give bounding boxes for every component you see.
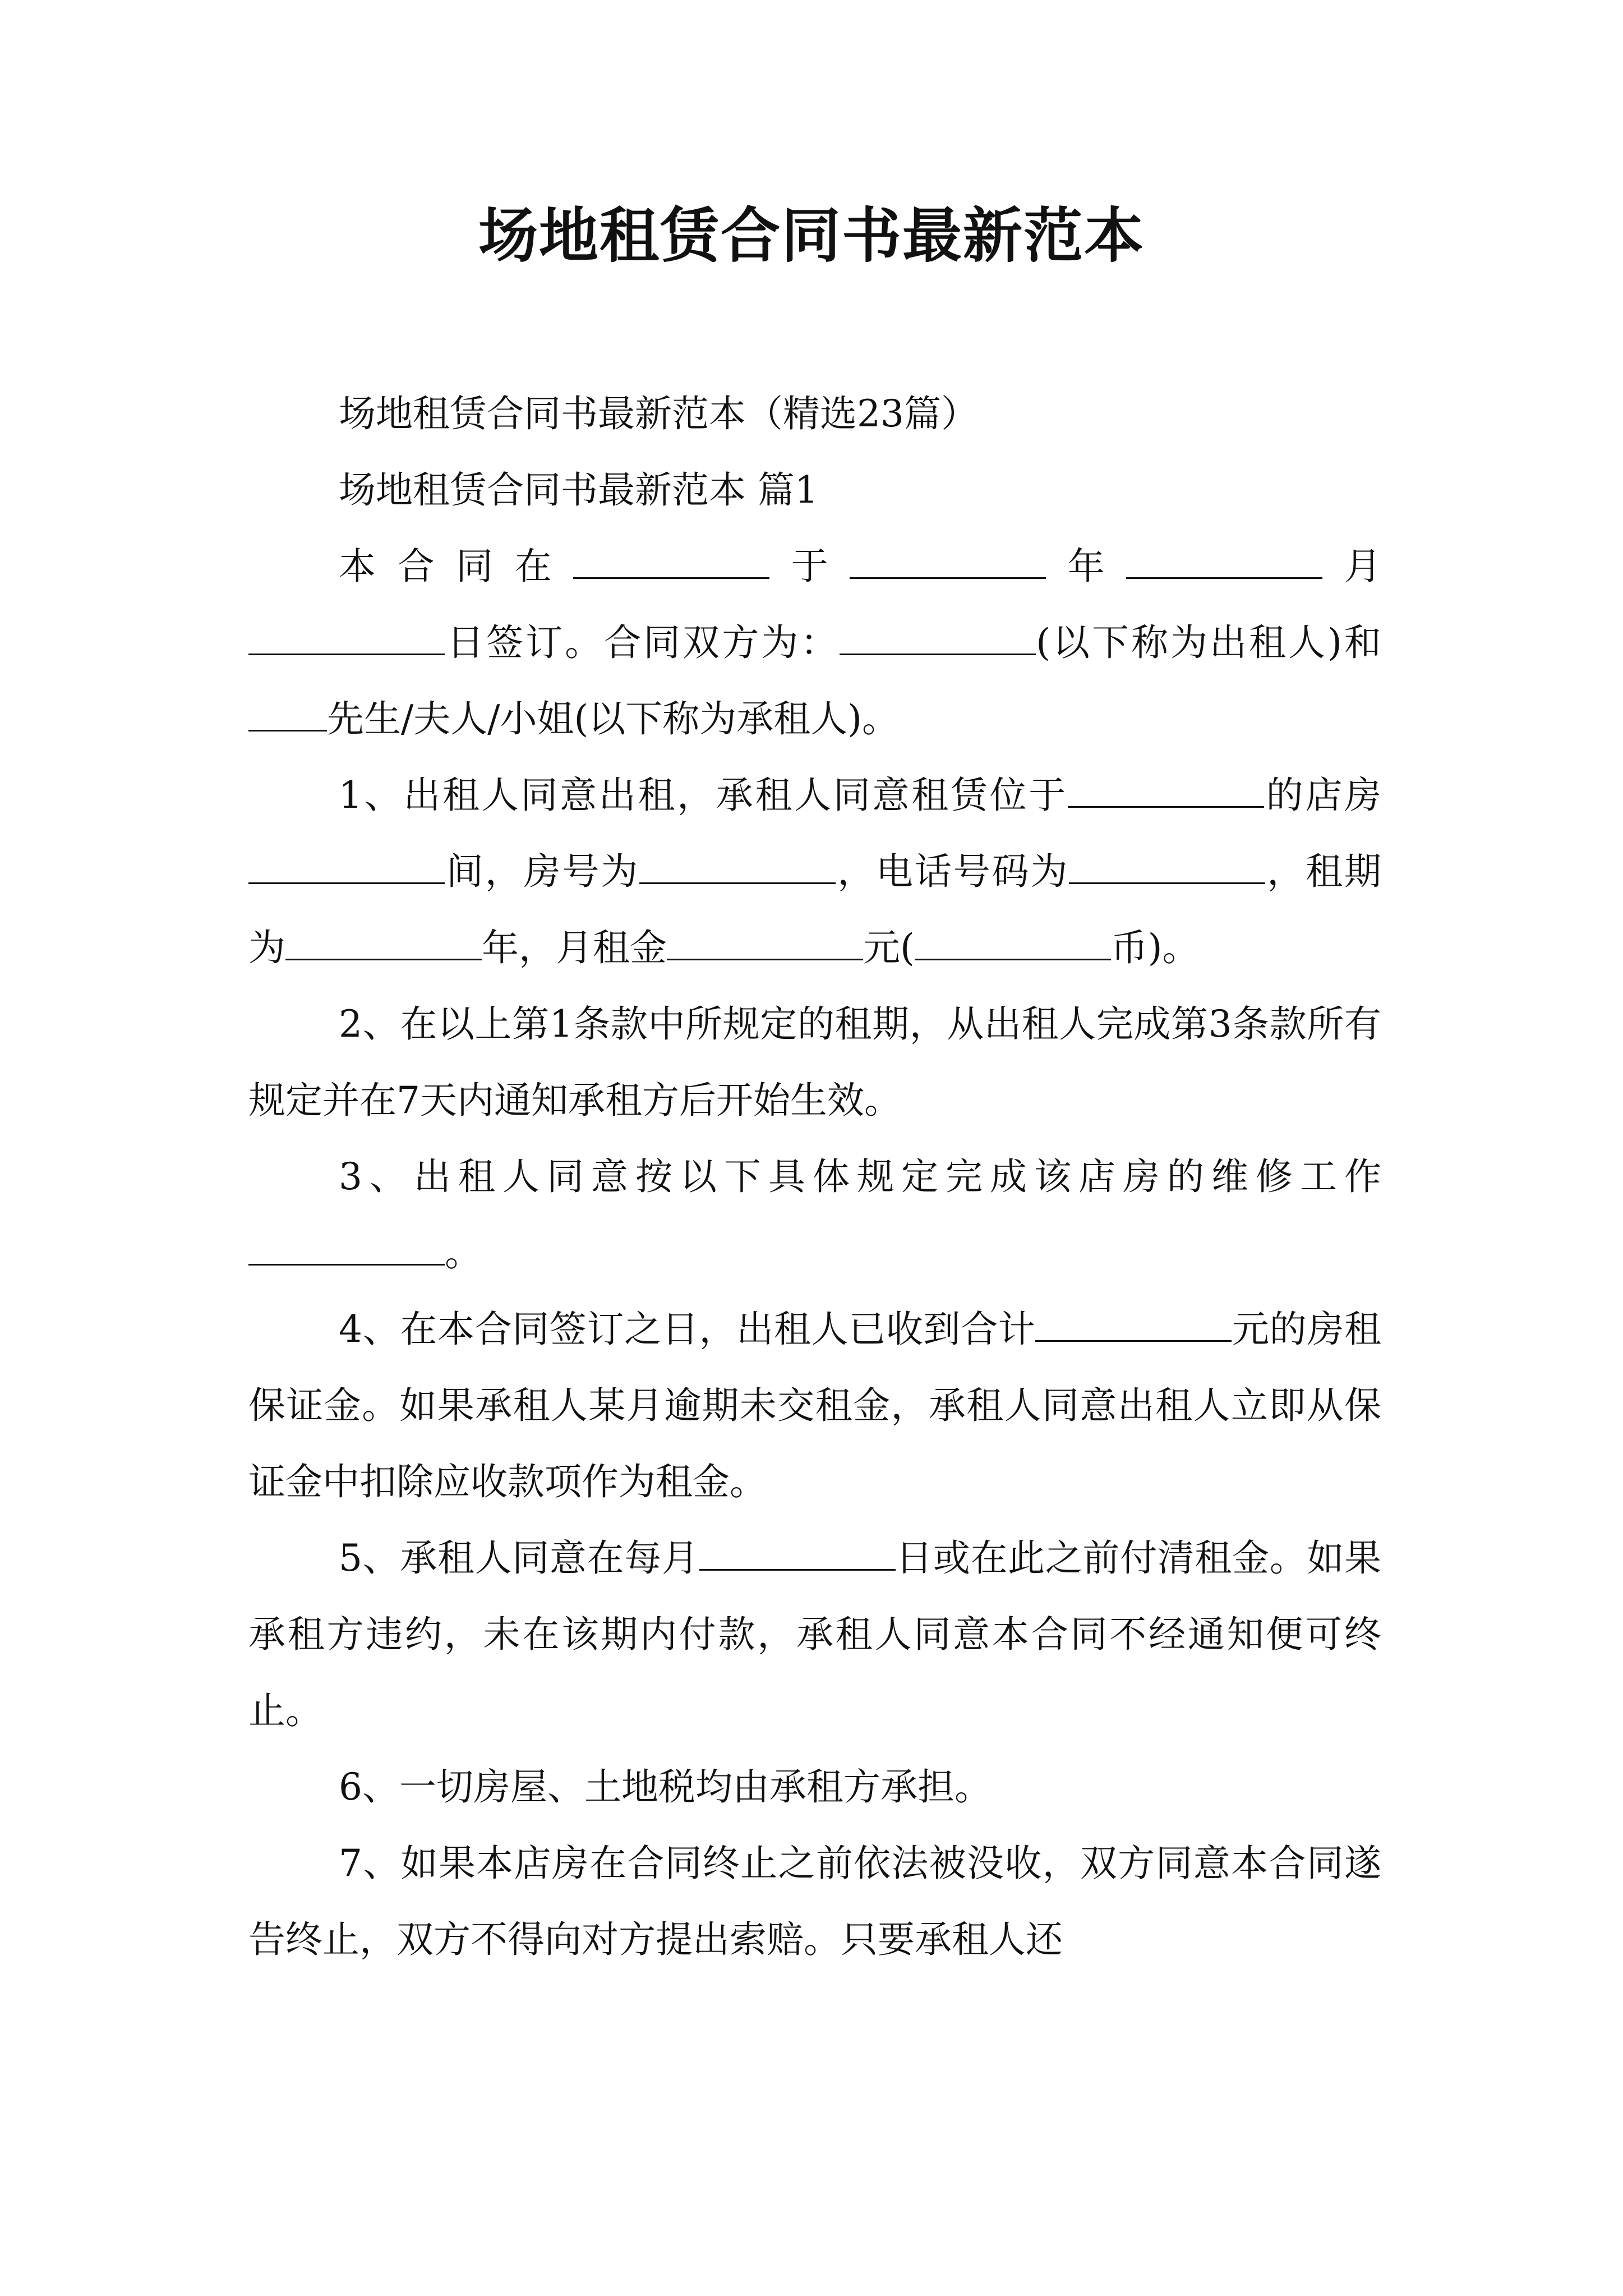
- paragraph-subtitle: 场地租赁合同书最新范本（精选23篇）: [339, 392, 978, 435]
- blank-line: [573, 544, 769, 579]
- document-title: 场地租赁合同书最新范本: [478, 200, 1145, 270]
- blank-line: [639, 849, 836, 884]
- blank-line: [850, 544, 1046, 579]
- blank-line: [667, 926, 863, 960]
- paragraph-clause-5: 5、承租人同意在每月 日或在此之前付清租金。如果承租方违约，未在该期内付款，承租人同意本合同不经通知便可终止。: [248, 1536, 1381, 1732]
- blank-line: [248, 849, 445, 884]
- blank-line: [1035, 1307, 1232, 1342]
- blank-line: [1126, 544, 1322, 579]
- paragraph-clause-1: 1、出租人同意出租，承租人同意租赁位于 的店房间，房号为 ，电话号码为 ，租期为 年，月租金 元( 币)。: [248, 774, 1381, 969]
- paragraph-clause-3: 3、出租人同意按以下具体规定完成该店房的维修工作。: [248, 1139, 1381, 1291]
- blank-line: [915, 926, 1111, 960]
- paragraph-clause-4: 4、在本合同签订之日，出租人已收到合计 元的房租保证金。如果承租人某月逾期未交租金，承租人同意出租人立即从保证金中扣除应收款项作为租金。: [248, 1308, 1381, 1503]
- blank-line: [840, 620, 1036, 655]
- paragraph-clause-2: 2、在以上第1条款中所规定的租期，从出租人完成第3条款所有规定并在7天内通知承租方后开始生效。: [248, 1002, 1381, 1122]
- blank-line: [285, 926, 482, 960]
- blank-line: [248, 1231, 445, 1266]
- paragraph-clause-7: 7、如果本店房在合同终止之前依法被没收，双方同意本合同遂告终止，双方不得向对方提出索赔。只要承租人还: [248, 1842, 1381, 1961]
- blank-line: [1068, 773, 1264, 808]
- paragraph-section-heading: 场地租赁合同书最新范本 篇1: [339, 468, 818, 512]
- blank-line: [1069, 849, 1265, 884]
- paragraph-clause-6: 6、一切房屋、土地税均由承租方承担。: [339, 1765, 992, 1809]
- blank-line: [248, 697, 327, 731]
- blank-line: [699, 1536, 896, 1571]
- document-body: [248, 376, 1381, 1978]
- blank-line: [248, 620, 445, 655]
- paragraph-signing: 本合同在 于 年 月日签订。合同双方为： (以下称为出租人)和先生/夫人/小姐(以下称为承租人)。: [248, 528, 1381, 757]
